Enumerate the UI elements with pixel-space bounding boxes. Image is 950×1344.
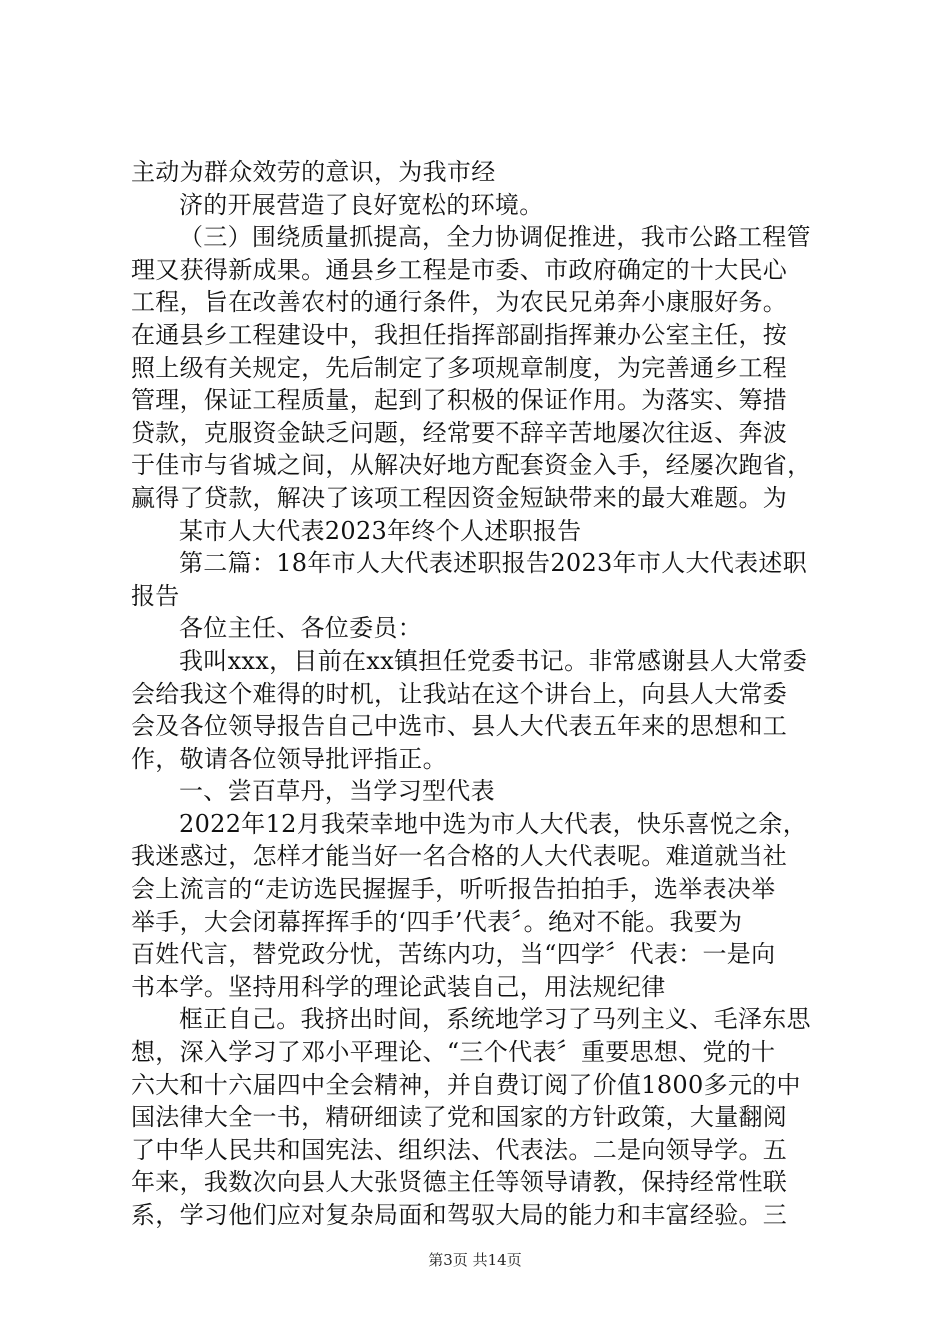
text-line: 作，敬请各位领导批评指正。 — [131, 744, 447, 773]
text-line: 年来，我数次向县人大张贤德主任等领导请教，保持经常性联 — [131, 1168, 788, 1197]
text-line: 理又获得新成果。通县乡工程是市委、市政府确定的十大民心 — [131, 255, 788, 284]
text-line: 贷款，克服资金缺乏问题，经常要不辞辛苦地屡次往返、奔波 — [131, 418, 788, 447]
text-line: 某市人大代表2023年终个人述职报告 — [179, 516, 582, 545]
text-line: 2022年12月我荣幸地中选为市人大代表，快乐喜悦之余， — [179, 809, 808, 838]
text-line: 会上流言的“走访选民握握手，听听报告拍拍手，选举表决举 — [131, 875, 776, 904]
text-line: 百姓代言，替党政分忧，苦练内功，当“四学〞代表：一是向 — [131, 940, 776, 969]
text-line: 照上级有关规定，先后制定了多项规章制度，为完善通乡工程 — [131, 353, 788, 382]
text-line: 工程，旨在改善农村的通行条件，为农民兄弟奔小康服好务。 — [131, 288, 788, 317]
text-line: 了中华人民共和国宪法、组织法、代表法。二是向领导学。五 — [131, 1135, 788, 1164]
text-line: 举手，大会闭幕挥挥手的‘四手’代表〞。绝对不能。我要为 — [131, 907, 743, 936]
text-line: 书本学。坚持用科学的理论武装自己，用法规纪律 — [131, 972, 666, 1001]
text-line: （三）围绕质量抓提高，全力协调促推进，我市公路工程管 — [179, 223, 811, 252]
text-line: 会及各位领导报告自己中选市、县人大代表五年来的思想和工 — [131, 712, 788, 741]
text-line: 管理，保证工程质量，起到了积极的保证作用。为落实、筹措 — [131, 386, 788, 415]
text-line: 六大和十六届四中全会精神，并自费订阅了价值1800多元的中 — [131, 1070, 801, 1099]
page-number: 第3页 共14页 — [428, 1251, 522, 1269]
text-line: 济的开展营造了良好宽松的环境。 — [179, 190, 544, 219]
text-line: 各位主任、各位委员： — [179, 614, 422, 643]
text-line: 报告 — [131, 581, 180, 610]
text-line: 于佳市与省城之间，从解决好地方配套资金入手，经屡次跑省， — [131, 451, 812, 480]
text-line: 赢得了贷款，解决了该项工程因资金短缺带来的最大难题。为 — [131, 483, 788, 512]
text-line: 在通县乡工程建设中，我担任指挥部副指挥兼办公室主任，按 — [131, 320, 788, 349]
text-line: 国法律大全一书，精研细读了党和国家的方针政策，大量翻阅 — [131, 1103, 788, 1132]
text-line: 我迷惑过，怎样才能当好一名合格的人大代表呢。难道就当社 — [131, 842, 788, 871]
page-footer — [0, 1250, 950, 1270]
text-line: 我叫xxx，目前在xx镇担任党委书记。非常感谢县人大常委 — [179, 646, 808, 675]
document-body — [131, 156, 831, 1232]
text-line: 想，深入学习了邓小平理论、“三个代表〞重要思想、党的十 — [131, 1038, 776, 1067]
text-line: 框正自己。我挤出时间，系统地学习了马列主义、毛泽东思 — [179, 1005, 811, 1034]
text-line: 一、尝百草丹，当学习型代表 — [179, 777, 495, 806]
text-line: 会给我这个难得的时机，让我站在这个讲台上，向县人大常委 — [131, 679, 788, 708]
text-line: 系，学习他们应对复杂局面和驾驭大局的能力和丰富经验。三 — [131, 1201, 788, 1229]
text-line: 第二篇：18年市人大代表述职报告2023年市人大代表述职 — [179, 549, 808, 578]
text-line: 主动为群众效劳的意识，为我市经 — [131, 158, 496, 186]
